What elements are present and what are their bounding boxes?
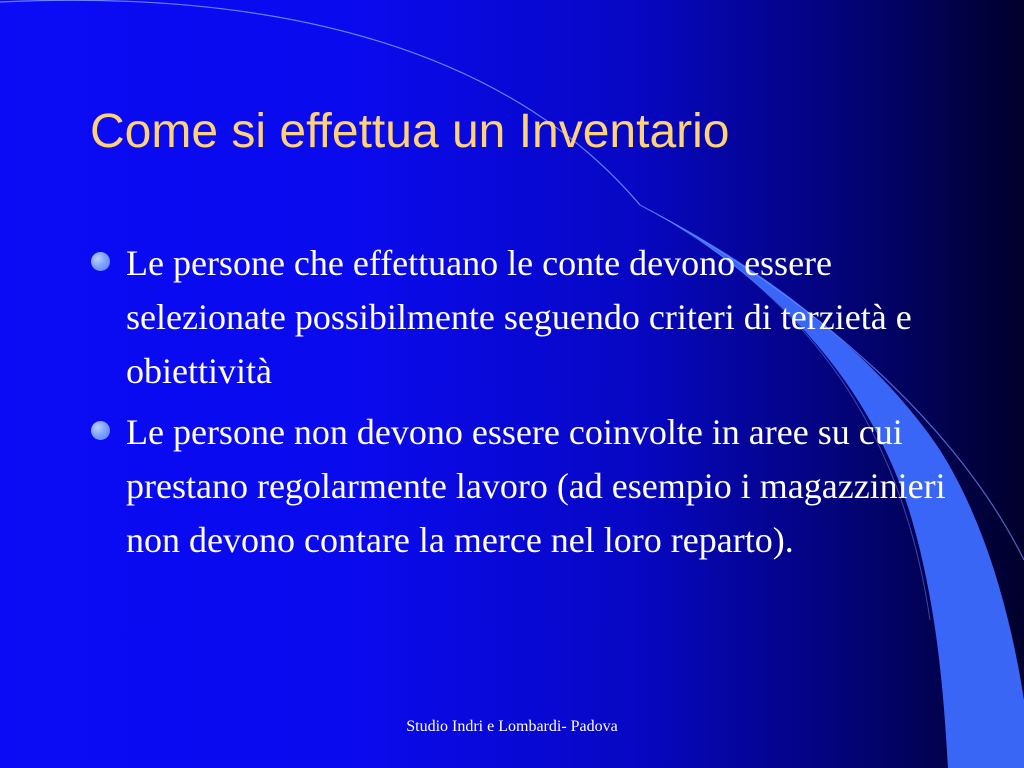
bullet-dot-icon [91, 421, 110, 440]
bullet-list [90, 236, 950, 574]
bullet-item [90, 236, 950, 398]
bullet-text: Le persone che effettuano le conte devono essere selezionate possibilmente seguendo criteri di terzietà e obiettività [126, 243, 912, 391]
slide-footer: Studio Indri e Lombardi- Padova [406, 718, 618, 735]
bullet-dot-icon [91, 252, 110, 271]
slide-title: Come si effettua un Inventario [90, 105, 730, 158]
bullet-item [90, 405, 950, 567]
bullet-text: Le persone non devono essere coinvolte in aree su cui prestano regolarmente lavoro (ad esempio i magazzinieri non devono contare la merce nel loro reparto). [126, 412, 946, 560]
